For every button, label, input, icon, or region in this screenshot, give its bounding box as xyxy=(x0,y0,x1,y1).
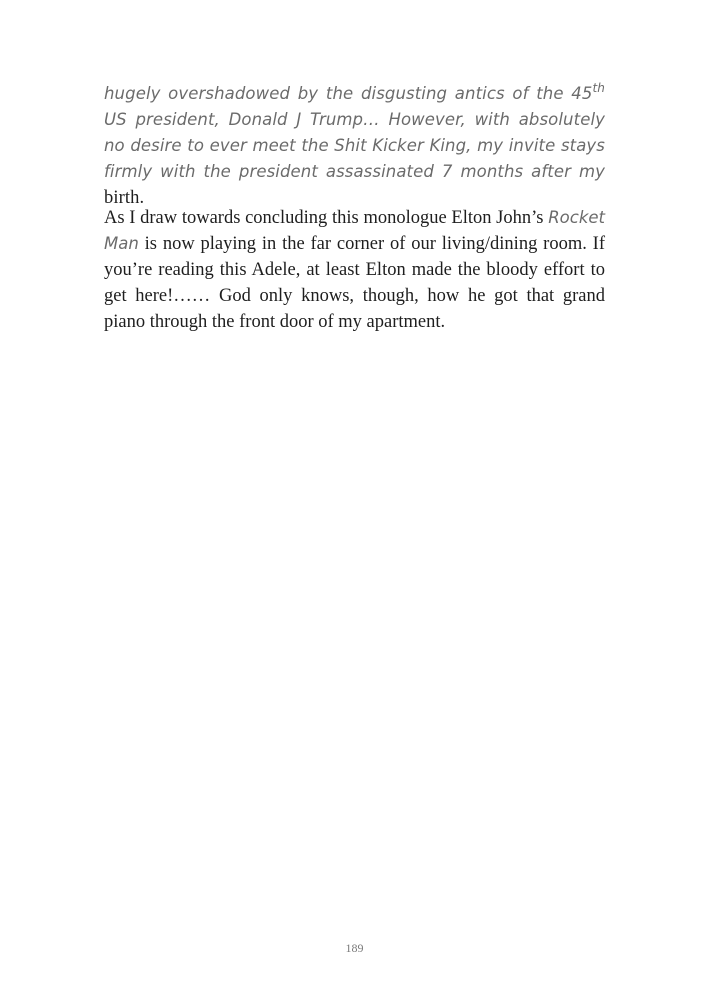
ordinal-superscript: th xyxy=(592,81,605,95)
paragraph-monologue xyxy=(104,205,605,335)
page-number: 189 xyxy=(345,941,364,955)
paragraph2-text-start: As I draw towards concluding this monologue Elton John’s xyxy=(104,208,549,228)
song-title: Rocket Man xyxy=(104,208,605,253)
paragraph1-last-word: birth. xyxy=(104,188,145,208)
paragraph1-text-start: hugely overshadowed by the disgusting antics of the 45 xyxy=(104,84,593,103)
paragraph-italic-aside xyxy=(104,81,605,211)
paragraph1-text-middle: US president, Donald J Trump… However, with absolutely no desire to ever meet the Shit Kicker King, my invite stays firmly with the president assassinated 7 months after my xyxy=(104,110,605,181)
paragraph2-text-end: is now playing in the far corner of our living/dining room. If you’re reading this Adele, at least Elton made the bloody effort to get here!…… God only knows, though, how he got that grand piano through the front door of my apartment. xyxy=(104,234,605,332)
